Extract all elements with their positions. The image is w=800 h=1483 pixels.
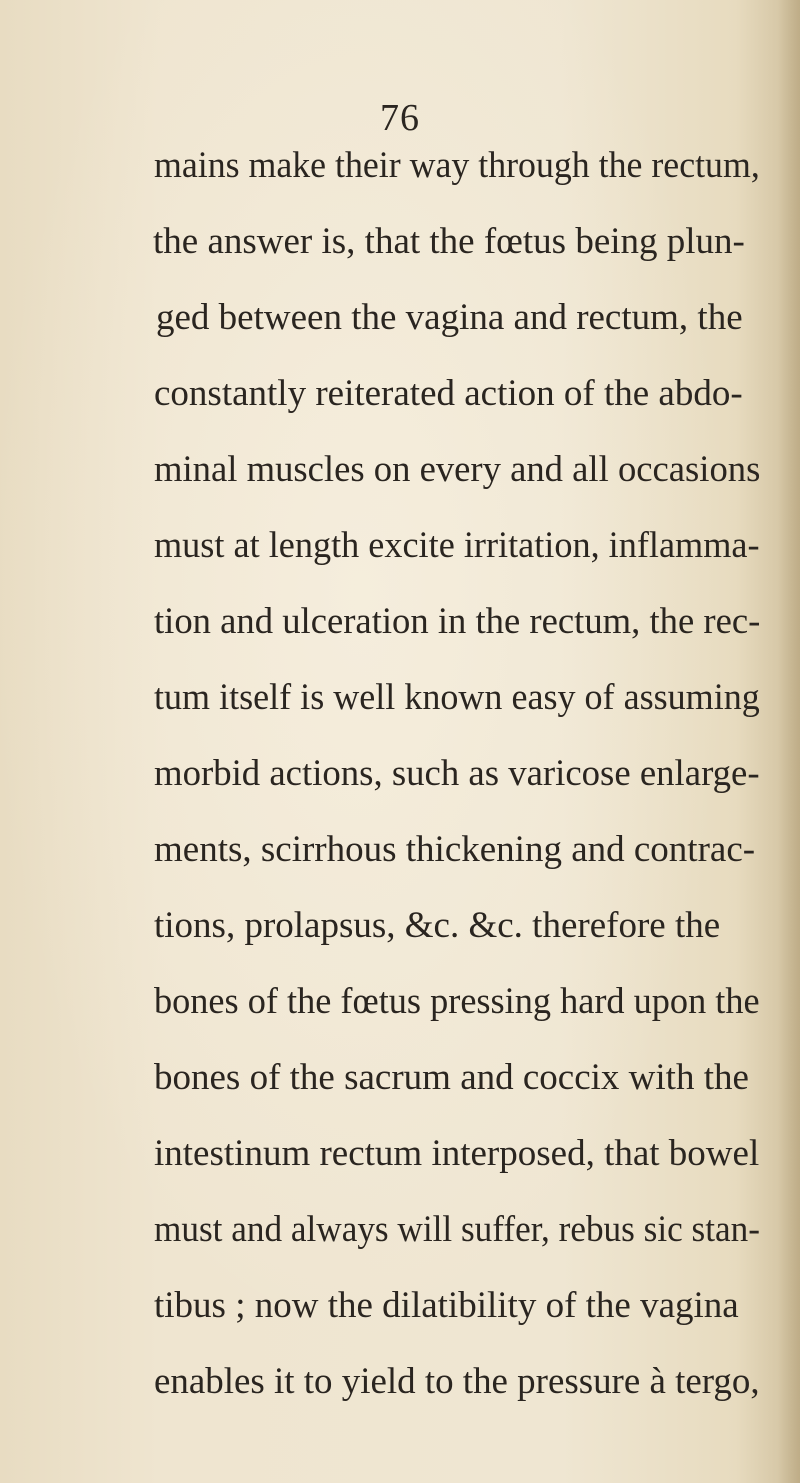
text-line-4: constantly reiterated action of the abdo-	[154, 373, 743, 414]
text-line-2: the answer is, that the fœtus being plun-	[153, 221, 745, 262]
text-line-8: tum itself is well known easy of assuming	[154, 677, 760, 718]
page-number: 76	[380, 97, 420, 139]
text-line-13: bones of the sacrum and coccix with the	[154, 1057, 749, 1098]
text-line-6: must at length excite irritation, inflamma-	[154, 525, 760, 566]
text-line-14: intestinum rectum interposed, that bowel	[154, 1133, 760, 1174]
text-line-3: ged between the vagina and rectum, the	[156, 297, 743, 338]
text-line-16: tibus ; now the dilatibility of the vagina	[154, 1285, 739, 1326]
page-edge-shadow	[778, 0, 800, 1483]
text-line-12: bones of the fœtus pressing hard upon the	[154, 981, 760, 1022]
text-line-5: minal muscles on every and all occasions	[154, 449, 761, 490]
text-line-7: tion and ulceration in the rectum, the rec-	[154, 601, 761, 642]
text-line-17: enables it to yield to the pressure à tergo,	[154, 1361, 760, 1402]
text-line-11: tions, prolapsus, &c. &c. therefore the	[154, 905, 721, 946]
text-line-9: morbid actions, such as varicose enlarge-	[154, 753, 760, 794]
text-line-10: ments, scirrhous thickening and contrac-	[154, 829, 756, 870]
text-line-15: must and always will suffer, rebus sic stan-	[154, 1209, 760, 1250]
text-line-1: mains make their way through the rectum,	[154, 145, 760, 186]
